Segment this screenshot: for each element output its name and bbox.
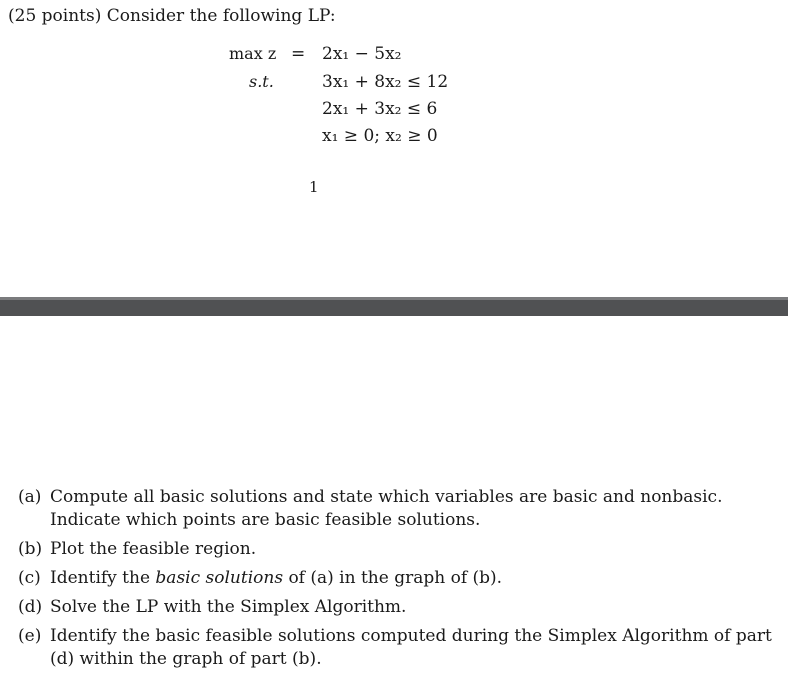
objective-label: max z xyxy=(229,44,277,63)
equals-sign: = xyxy=(291,44,306,64)
question-parts xyxy=(18,486,778,677)
part-text-before: Identify the xyxy=(50,568,156,588)
part-text: Compute all basic solutions and state which variables are basic and nonbasic. Indicate which points are basic feasible solutions. xyxy=(50,487,723,530)
separator-highlight xyxy=(0,297,788,300)
part-c xyxy=(18,567,778,590)
part-label: (a) xyxy=(18,487,42,507)
part-label: (e) xyxy=(18,626,42,646)
part-a xyxy=(18,486,778,532)
part-label: (b) xyxy=(18,539,43,559)
part-text: Identify the basic feasible solutions computed during the Simplex Algorithm of part (d) within the graph of part (b). xyxy=(50,626,772,669)
part-d xyxy=(18,596,778,619)
constraint-nonnegativity: x₁ ≥ 0; x₂ ≥ 0 xyxy=(322,126,438,146)
part-text: Solve the LP with the Simplex Algorithm. xyxy=(50,597,407,617)
part-label: (c) xyxy=(18,568,41,588)
page-number: 1 xyxy=(309,178,319,196)
objective-function: 2x₁ − 5x₂ xyxy=(322,44,402,64)
part-b xyxy=(18,538,778,561)
constraint-2: 2x₁ + 3x₂ ≤ 6 xyxy=(322,99,438,119)
page-separator xyxy=(0,297,788,316)
part-text: Plot the feasible region. xyxy=(50,539,257,559)
part-label: (d) xyxy=(18,597,43,617)
problem-intro: (25 points) Consider the following LP: xyxy=(8,6,336,26)
subject-to-label: s.t. xyxy=(249,72,274,91)
part-text-after: of (a) in the graph of (b). xyxy=(283,568,503,588)
part-e xyxy=(18,625,778,671)
part-text-emphasis: basic solutions xyxy=(155,568,284,588)
constraint-1: 3x₁ + 8x₂ ≤ 12 xyxy=(322,72,449,92)
